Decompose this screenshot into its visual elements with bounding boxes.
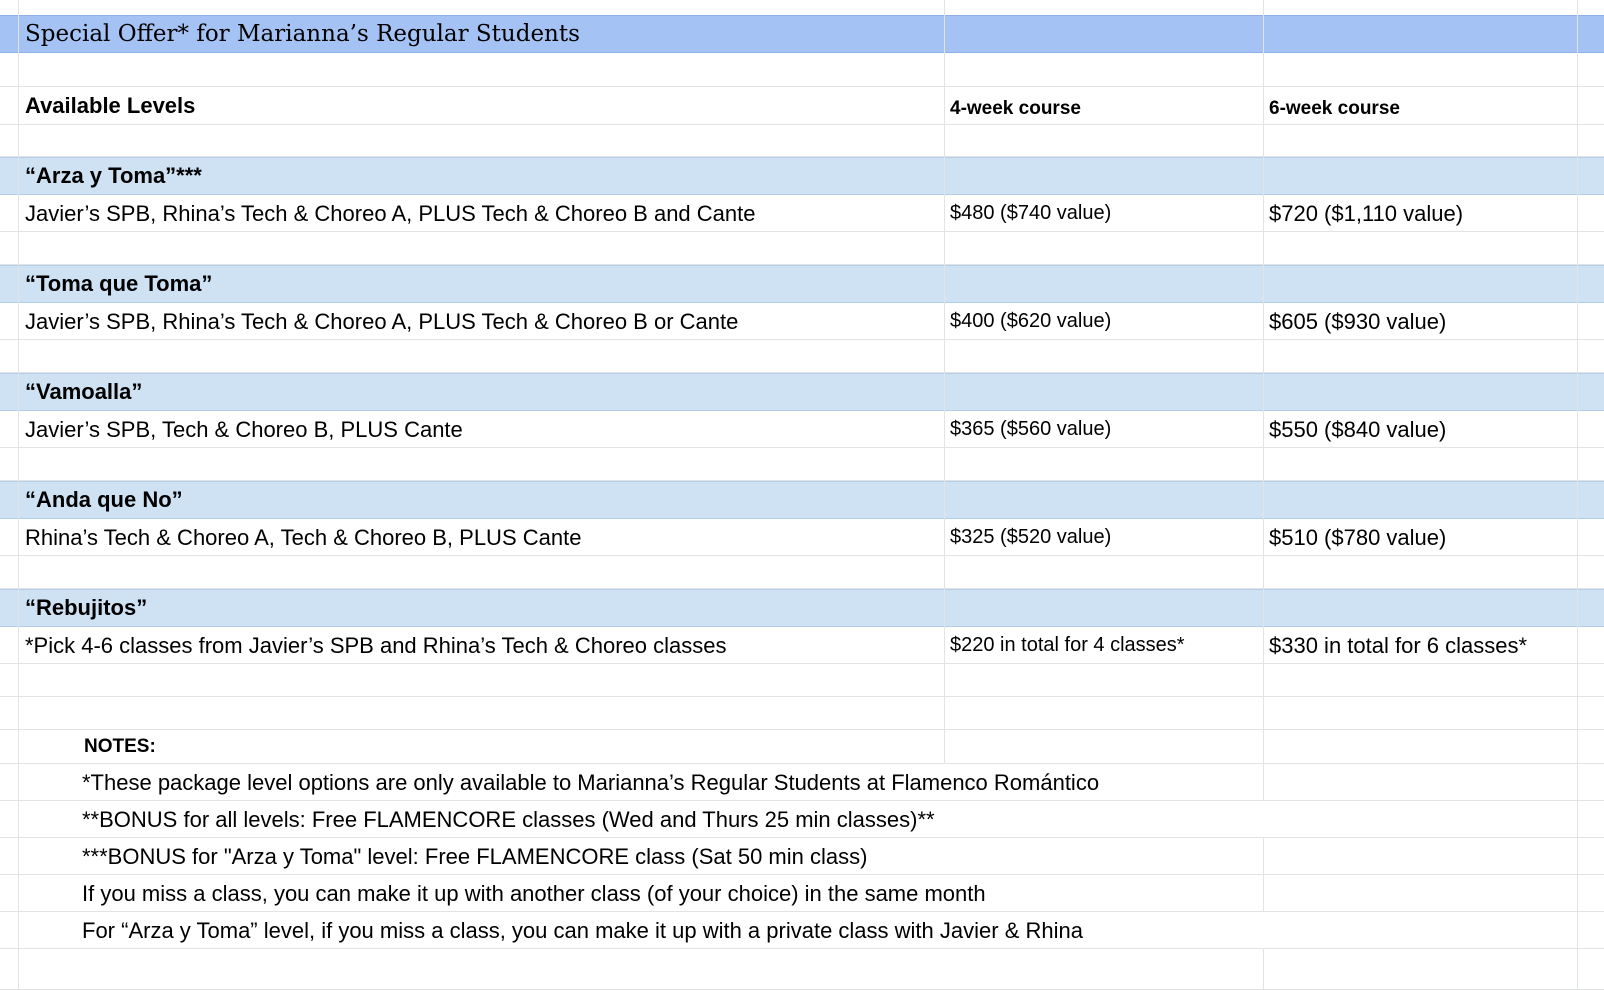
level-row[interactable]: [0, 265, 1604, 303]
levels-header[interactable]: Available Levels: [25, 93, 196, 118]
level-name[interactable]: “Arza y Toma”***: [25, 163, 202, 188]
blank-row[interactable]: [0, 949, 1604, 990]
price-4week[interactable]: $480 ($740 value): [950, 202, 1112, 224]
sheet-title[interactable]: Special Offer* for Marianna’s Regular Students: [25, 21, 580, 47]
price-6week[interactable]: $510 ($780 value): [1269, 524, 1447, 550]
blank-row[interactable]: [0, 664, 1604, 697]
level-description[interactable]: Rhina’s Tech & Choreo A, Tech & Choreo B, PLUS Cante: [25, 524, 582, 550]
price-6week[interactable]: $605 ($930 value): [1269, 308, 1447, 334]
col-6week-header[interactable]: 6-week course: [1269, 98, 1400, 119]
col-4week-header[interactable]: 4-week course: [950, 98, 1081, 119]
blank-row[interactable]: [0, 556, 1604, 589]
note-item[interactable]: If you miss a class, you can make it up with another class (of your choice) in the same month: [82, 880, 986, 906]
column-divider: [1263, 875, 1264, 912]
column-divider: [18, 0, 19, 990]
price-4week[interactable]: $325 ($520 value): [950, 526, 1112, 548]
notes-heading-row[interactable]: [0, 730, 1604, 764]
blank-row[interactable]: [0, 448, 1604, 481]
blank-row[interactable]: [0, 232, 1604, 265]
column-divider: [1263, 0, 1264, 801]
blank-row[interactable]: [0, 697, 1604, 730]
price-6week[interactable]: $550 ($840 value): [1269, 416, 1447, 442]
blank-row[interactable]: [0, 340, 1604, 373]
level-name[interactable]: “Anda que No”: [25, 487, 183, 512]
level-name[interactable]: “Vamoalla”: [25, 379, 143, 404]
level-name[interactable]: “Rebujitos”: [25, 595, 148, 620]
price-4week[interactable]: $365 ($560 value): [950, 418, 1112, 440]
column-divider: [944, 0, 945, 764]
note-item[interactable]: ***BONUS for "Arza y Toma" level: Free FLAMENCORE class (Sat 50 min class): [82, 843, 868, 869]
note-item[interactable]: *These package level options are only available to Marianna’s Regular Students at Flamenco Romántico: [82, 769, 1100, 795]
level-description[interactable]: *Pick 4-6 classes from Javier’s SPB and Rhina’s Tech & Choreo classes: [25, 632, 727, 658]
level-row[interactable]: [0, 589, 1604, 627]
price-6week[interactable]: $720 ($1,110 value): [1269, 200, 1464, 226]
level-row[interactable]: [0, 481, 1604, 519]
level-row[interactable]: [0, 157, 1604, 195]
level-description[interactable]: Javier’s SPB, Rhina’s Tech & Choreo A, PLUS Tech & Choreo B or Cante: [25, 308, 739, 334]
notes-heading[interactable]: NOTES:: [84, 736, 156, 757]
column-divider: [1263, 949, 1264, 990]
price-4week[interactable]: $220 in total for 4 classes*: [950, 634, 1185, 656]
level-description[interactable]: Javier’s SPB, Tech & Choreo B, PLUS Cante: [25, 416, 463, 442]
level-row[interactable]: [0, 373, 1604, 411]
blank-row[interactable]: [0, 125, 1604, 157]
column-divider: [1263, 838, 1264, 875]
level-name[interactable]: “Toma que Toma”: [25, 271, 213, 296]
level-description[interactable]: Javier’s SPB, Rhina’s Tech & Choreo A, PLUS Tech & Choreo B and Cante: [25, 200, 756, 226]
column-divider: [1577, 0, 1578, 990]
price-4week[interactable]: $400 ($620 value): [950, 310, 1112, 332]
note-item[interactable]: For “Arza y Toma” level, if you miss a class, you can make it up with a private class with Javier & Rhina: [82, 917, 1083, 943]
price-6week[interactable]: $330 in total for 6 classes*: [1269, 632, 1528, 658]
blank-row[interactable]: [0, 53, 1604, 87]
note-item[interactable]: **BONUS for all levels: Free FLAMENCORE classes (Wed and Thurs 25 min classes)**: [82, 806, 935, 832]
